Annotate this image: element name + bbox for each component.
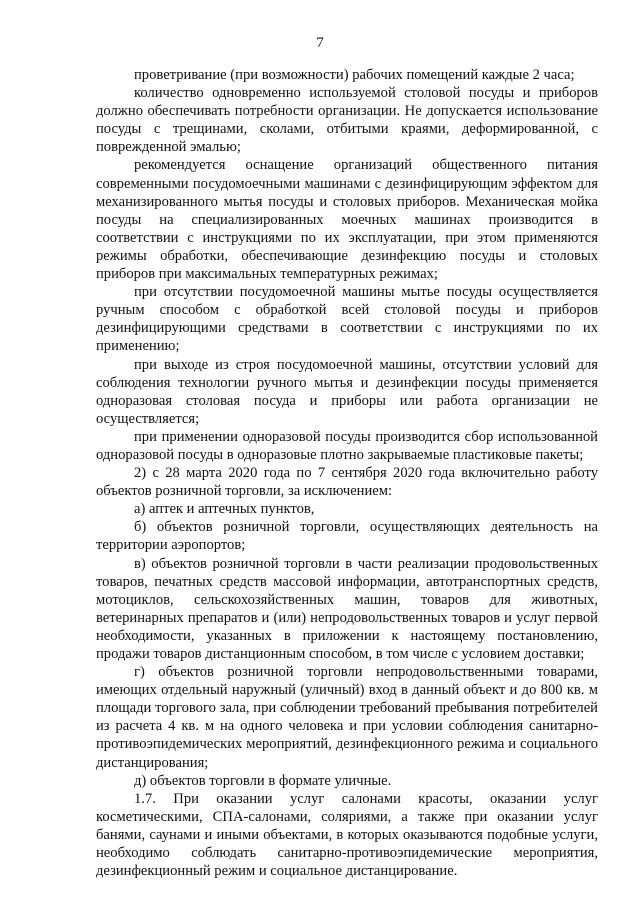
paragraph: при отсутствии посудомоечной машины мытье посуды осуществляется ручным способом с обработкой всей столовой посуды и приборов дезинфицирующими средствами в соответствии с инструкциями по их применению; [96, 284, 598, 355]
paragraph: 2) с 28 марта 2020 года по 7 сентября 2020 года включительно работу объектов розничной торговли, за исключением: [96, 465, 598, 500]
paragraph: г) объектов розничной торговли непродовольственными товарами, имеющих отдельный наружный (уличный) вход в данный объект и до 800 кв. м площади торгового зала, при соблюдении требований пребывания потребителей из расчета 4 кв. м на одного человека и при условии соблюдения санитарно-противоэпидемических мероприятий, дезинфекционного режима и социального дистанцирования; [96, 664, 598, 771]
paragraph: д) объектов торговли в формате уличные. [134, 772, 392, 789]
paragraph: в) объектов розничной торговли в части реализации продовольственных товаров, печатных средств массовой информации, автотранспортных средств, мотоциклов, сельскохозяйственных машин, товаров для животных, ветеринарных препаратов и (или) непродовольственных товаров и услуг первой необходимости, указанных в приложении к настоящему постановлению, продажи товаров дистанционным способом, в том числе с условием доставки; [96, 555, 598, 662]
paragraph: а) аптек и аптечных пунктов, [134, 501, 315, 518]
paragraph: рекомендуется оснащение организаций общественного питания современными посудомоечными машинами с дезинфицирующим эффектом для механизированного мытья посуды и столовых приборов. Механическая мойка посуды на специализированных моечных машинах производится в соответствии с инструкциями по их эксплуатации, при этом применяются режимы обработки, обеспечивающие дезинфекцию посуды и столовых приборов при максимальных температурных режимах; [96, 157, 598, 283]
paragraph: при применении одноразовой посуды производится сбор использованной одноразовой посуды в одноразовые плотно закрываемые пластиковые пакеты; [96, 428, 598, 463]
paragraph: проветривание (при возможности) рабочих помещений каждые 2 часа; [134, 67, 575, 83]
document-body [96, 66, 598, 880]
paragraph: количество одновременно используемой столовой посуды и приборов должно обеспечивать потребности организации. Не допускается использование посуды с трещинами, сколами, отбитыми краями, деформированной, с поврежденной эмалью; [96, 85, 598, 156]
page-number: 7 [316, 35, 324, 51]
paragraph: б) объектов розничной торговли, осуществляющих деятельность на территории аэропортов; [96, 519, 598, 554]
paragraph: при выходе из строя посудомоечной машины, отсутствии условий для соблюдения технологии ручного мытья и дезинфекции посуды применяется одноразовая столовая посуда и приборы или работа организации не осуществляется; [96, 356, 598, 427]
paragraph: 1.7. При оказании услуг салонами красоты, оказании услуг косметическими, СПА-салонами, соляриями, а также при оказании услуг банями, саунами и иными объектами, в которых оказываются подобные услуги, необходимо соблюдать санитарно-противоэпидемические мероприятия, дезинфекционный режим и социальное дистанцирование. [96, 790, 598, 880]
